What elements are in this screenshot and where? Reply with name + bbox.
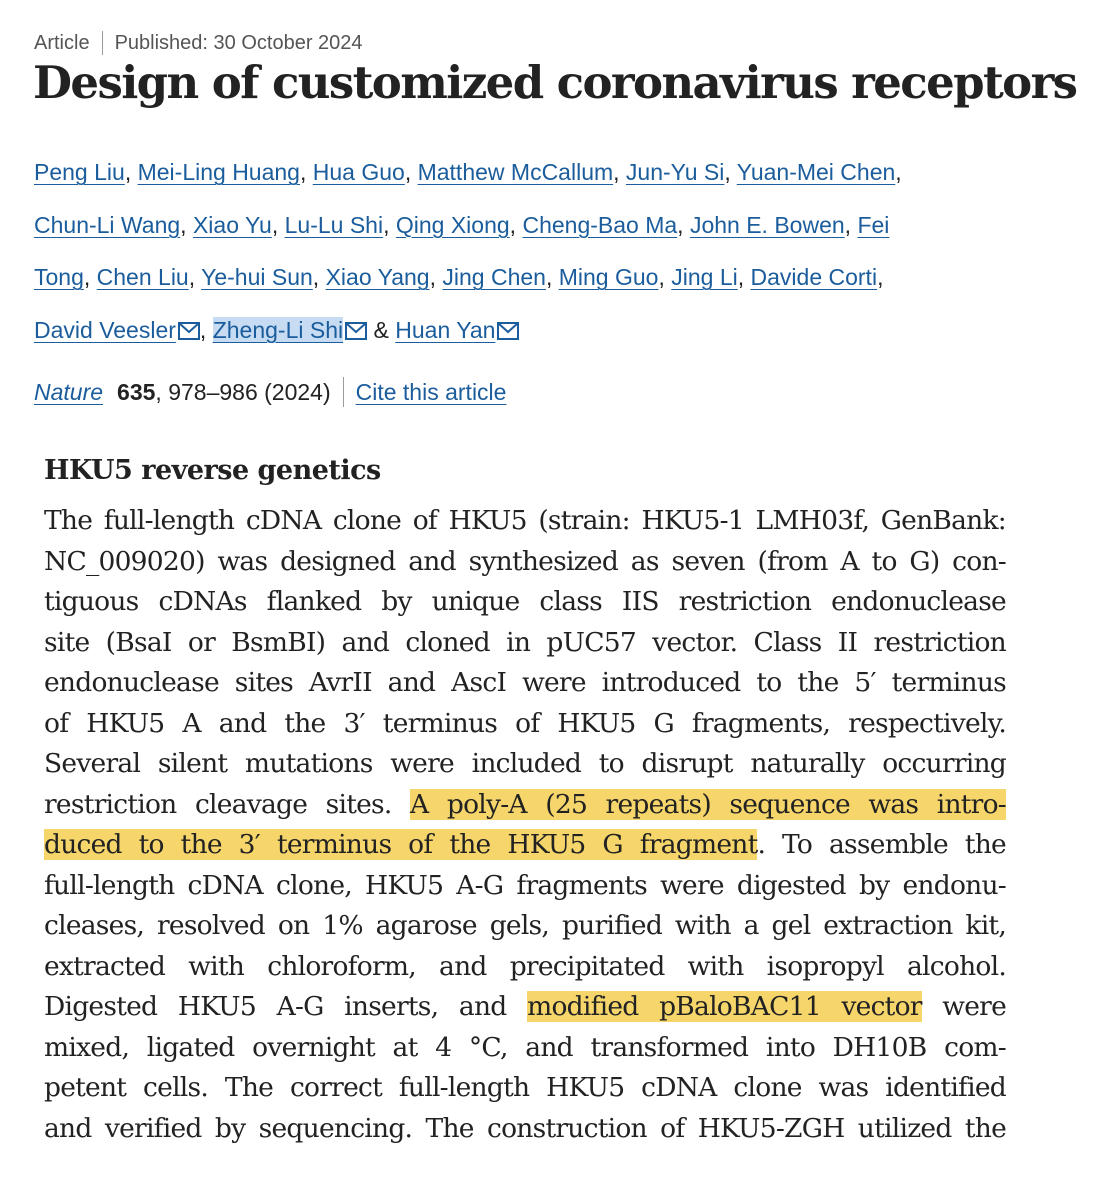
author-link[interactable]: Jing Li xyxy=(671,264,738,290)
pages-year: , 978–986 (2024) xyxy=(155,378,331,405)
section-heading: HKU5 reverse genetics xyxy=(44,455,381,486)
body-line: tiguous cDNAs flanked by unique class IIS restriction endonuclease xyxy=(44,586,1006,617)
journal-link[interactable]: Nature xyxy=(34,378,104,405)
meta-divider xyxy=(102,31,103,55)
author-separator: , xyxy=(199,316,213,343)
publish-date: Published: 30 October 2024 xyxy=(114,31,363,54)
body-line: Digested HKU5 A-G inserts, and modified pBaloBAC11 vector were xyxy=(44,991,1007,1022)
body-line: cleases, resolved on 1% agarose gels, purified with a gel extraction kit, xyxy=(44,910,1006,941)
author-separator: , xyxy=(429,264,443,290)
highlighted-text: modified pBaloBAC11 vector xyxy=(527,991,922,1022)
author-link[interactable]: Ye-hui Sun xyxy=(201,264,313,290)
body-line: duced to the 3′ terminus of the HKU5 G fragment. To assemble the xyxy=(44,829,1006,860)
author-link[interactable]: David Veesler xyxy=(34,316,176,343)
author-separator: , xyxy=(895,159,902,185)
mail-icon[interactable] xyxy=(497,306,519,359)
author-separator: , xyxy=(677,211,690,238)
body-line: restriction cleavage sites. A poly-A (25 repeats) sequence was intro- xyxy=(44,788,1006,820)
author-separator: , xyxy=(545,264,559,290)
article-type: Article xyxy=(34,31,90,54)
body-line: NC_009020) was designed and synthesized as seven (from A to G) con- xyxy=(44,545,1006,577)
author-link[interactable]: Hua Guo xyxy=(312,159,405,185)
article-meta xyxy=(34,30,363,56)
mail-icon[interactable] xyxy=(345,306,367,359)
body-line: petent cells. The correct full-length HKU5 cDNA clone was identified xyxy=(44,1072,1006,1103)
author-separator: , xyxy=(83,264,97,290)
author-link[interactable]: Huan Yan xyxy=(395,316,496,343)
author-link[interactable]: Jun-Yu Si xyxy=(625,159,725,185)
author-link[interactable]: Qing Xiong xyxy=(395,211,510,238)
author-separator: & xyxy=(367,316,396,343)
body-line: full-length cDNA clone, HKU5 A-G fragments were digested by endonu- xyxy=(44,869,1006,901)
body-line: and verified by sequencing. The construction of HKU5-ZGH utilized the xyxy=(44,1112,1006,1144)
author-separator: , xyxy=(737,264,751,290)
highlighted-text: A poly-A (25 repeats) sequence was intro- xyxy=(410,788,1006,820)
author-separator: , xyxy=(124,159,138,185)
author-separator: , xyxy=(724,159,737,185)
section-body xyxy=(44,501,1034,1149)
author-separator: , xyxy=(658,264,672,290)
author-link[interactable]: Matthew McCallum xyxy=(417,159,614,185)
author-link[interactable]: Fei xyxy=(857,211,890,238)
author-link[interactable]: Davide Corti xyxy=(750,264,878,290)
author-link[interactable]: Jing Chen xyxy=(442,264,546,290)
author-separator: , xyxy=(188,264,202,290)
author-separator: , xyxy=(613,159,626,185)
body-line: site (BsaI or BsmBI) and cloned in pUC57 vector. Class II restriction xyxy=(44,626,1006,658)
author-separator: , xyxy=(180,211,193,238)
author-separator: , xyxy=(877,264,884,290)
author-link[interactable]: Peng Liu xyxy=(34,159,125,185)
author-link[interactable]: Mei-Ling Huang xyxy=(137,159,300,185)
body-line: of HKU5 A and the 3′ terminus of HKU5 G fragments, respectively. xyxy=(44,707,1006,739)
mail-icon[interactable] xyxy=(178,306,200,359)
author-link[interactable]: Yuan-Mei Chen xyxy=(736,159,896,185)
citation-line xyxy=(34,374,506,410)
author-separator: , xyxy=(383,211,396,238)
author-link[interactable]: Cheng-Bao Ma xyxy=(522,211,678,238)
author-link[interactable]: Tong xyxy=(34,264,84,290)
author-separator: , xyxy=(299,159,313,185)
body-line: endonuclease sites AvrII and AscI were introduced to the 5′ terminus xyxy=(44,667,1006,698)
author-link[interactable]: John E. Bowen xyxy=(689,211,845,238)
author-link[interactable]: Xiao Yang xyxy=(325,264,430,290)
author-link[interactable]: Chun-Li Wang xyxy=(34,211,181,238)
author-link[interactable]: Lu-Lu Shi xyxy=(284,211,384,238)
body-line: extracted with chloroform, and precipitated with isopropyl alcohol. xyxy=(44,950,1006,982)
volume-number: 635 xyxy=(117,378,156,405)
author-separator: , xyxy=(312,264,326,290)
author-link[interactable]: Ming Guo xyxy=(558,264,659,290)
citation-divider xyxy=(343,377,344,407)
author-link[interactable]: Xiao Yu xyxy=(192,211,272,238)
article-title: Design of customized coronavirus receptors xyxy=(33,56,1077,109)
author-list xyxy=(34,146,1034,358)
body-line: The full-length cDNA clone of HKU5 (strain: HKU5-1 LMH03f, GenBank: xyxy=(44,505,1006,536)
author-separator: , xyxy=(271,211,285,238)
cite-article-link[interactable]: Cite this article xyxy=(355,378,507,405)
body-line: mixed, ligated overnight at 4 °C, and transformed into DH10B com- xyxy=(44,1031,1006,1063)
author-link-selected[interactable]: Zheng-Li Shi xyxy=(212,316,344,343)
body-line: Several silent mutations were included to disrupt naturally occurring xyxy=(44,748,1006,779)
author-link[interactable]: Chen Liu xyxy=(96,264,189,290)
author-separator: , xyxy=(404,159,418,185)
author-separator: , xyxy=(844,211,858,238)
highlighted-text: duced to the 3′ terminus of the HKU5 G fragment xyxy=(44,829,758,860)
author-separator: , xyxy=(509,211,523,238)
